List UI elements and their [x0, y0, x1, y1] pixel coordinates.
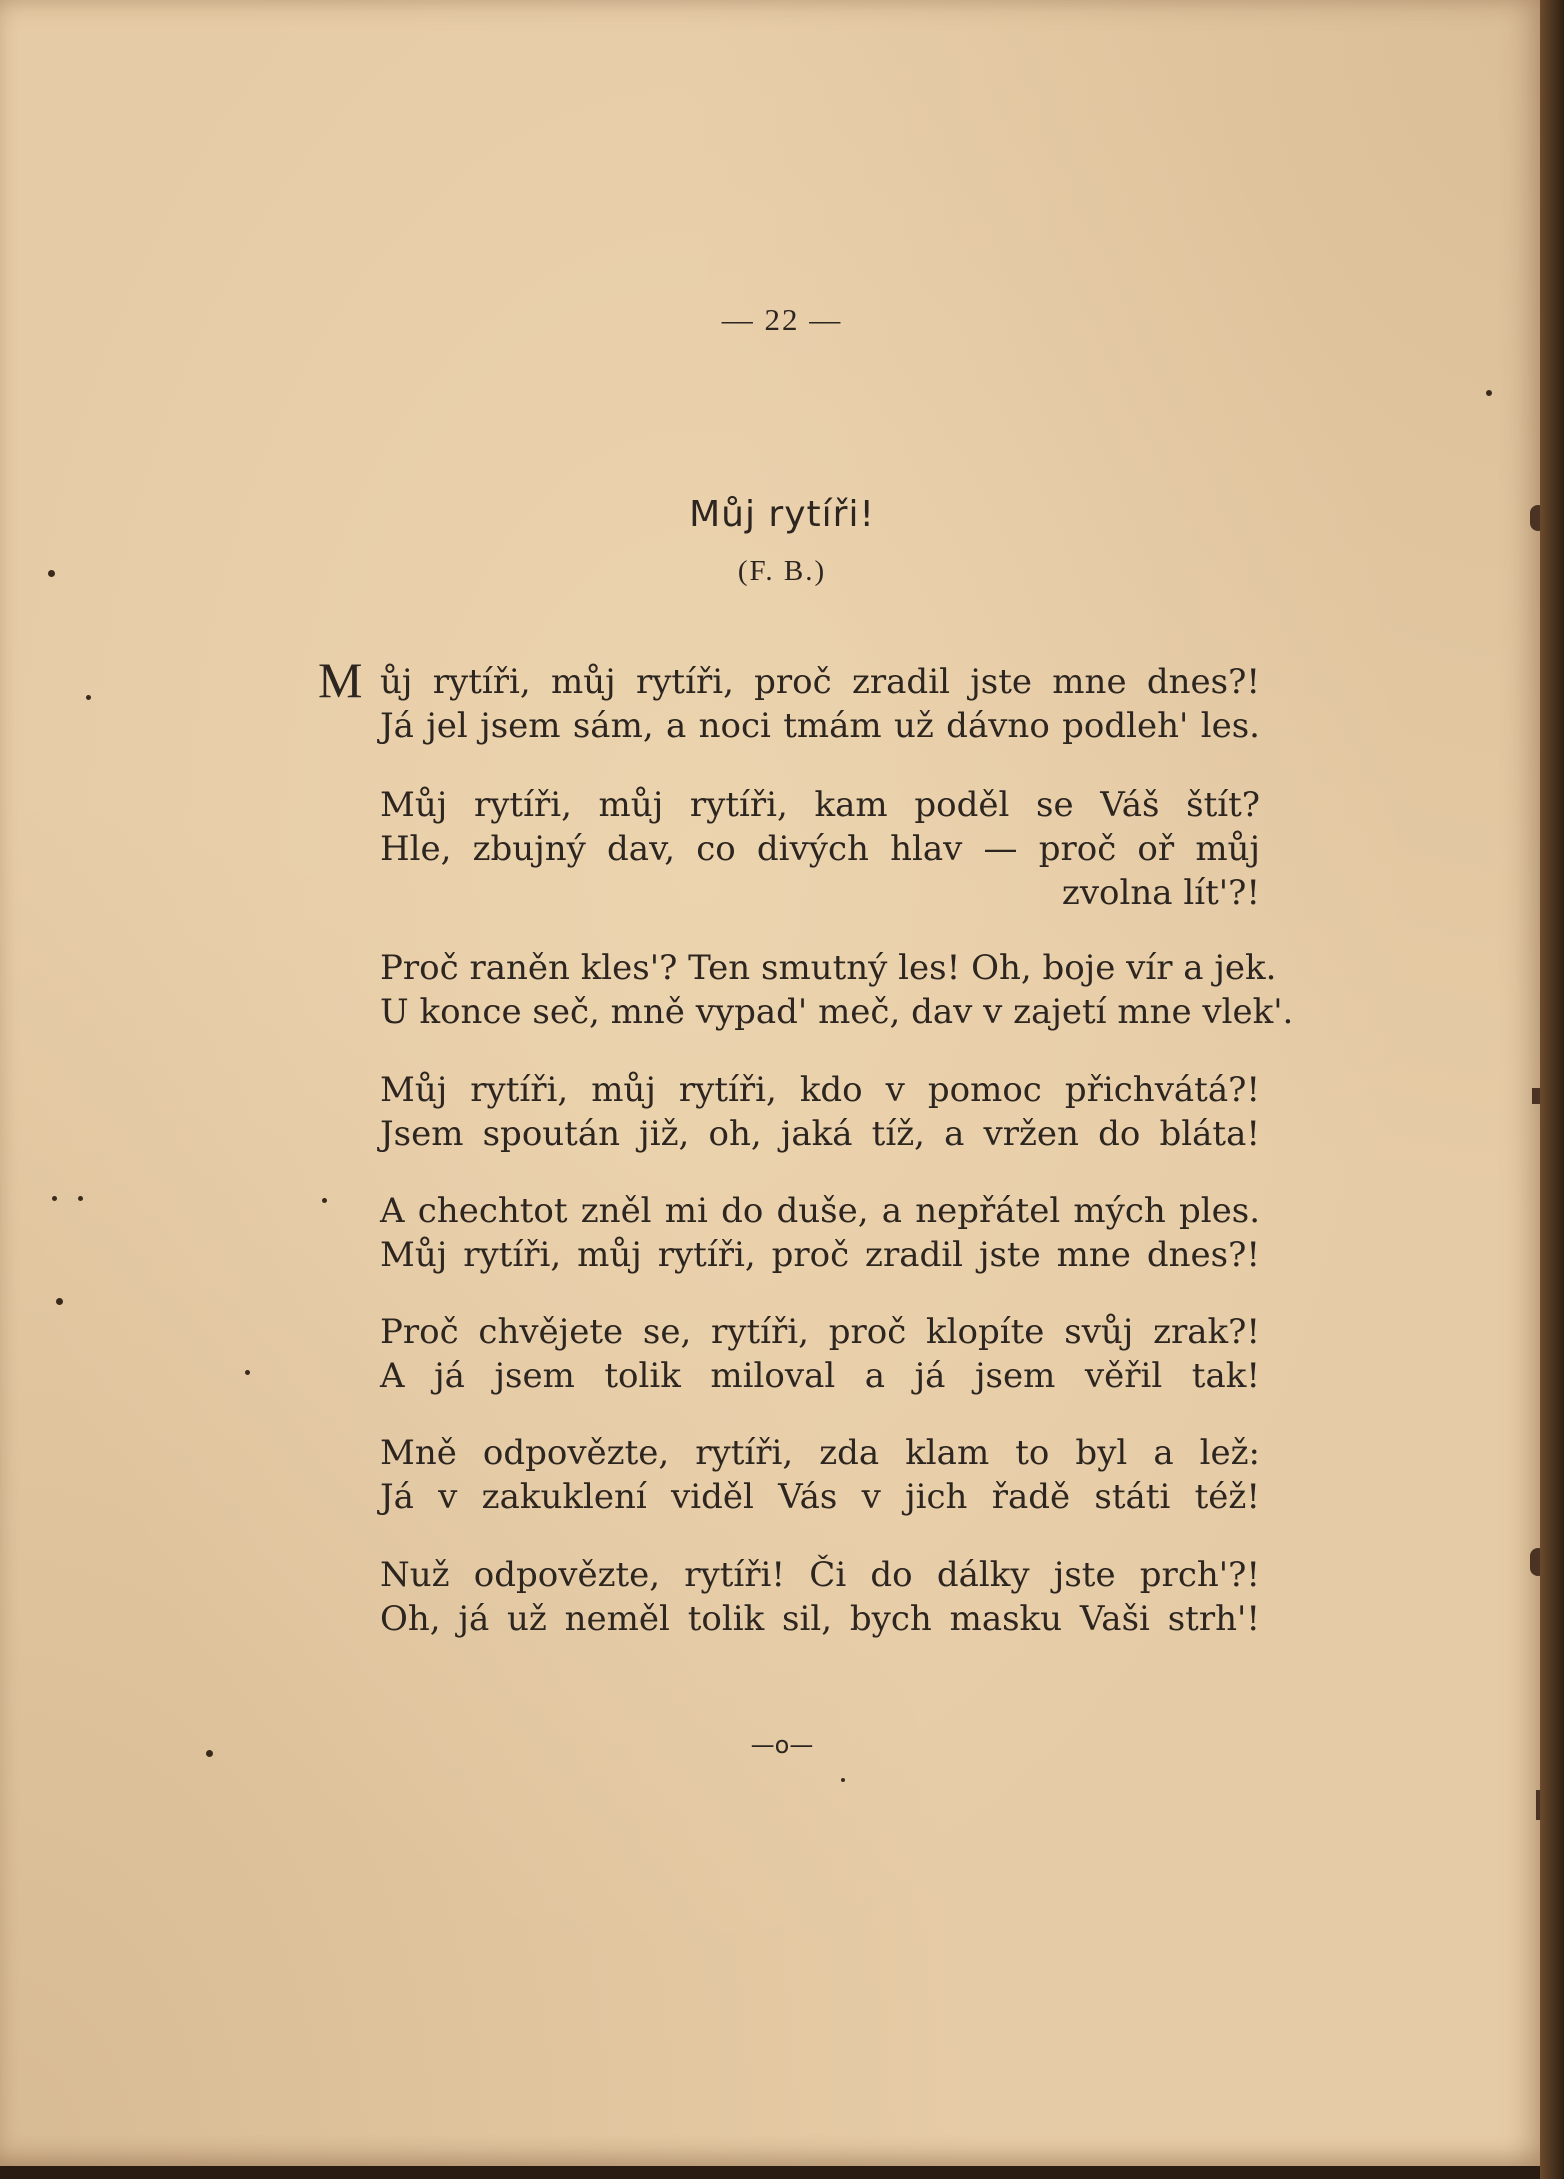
end-ornament: —o—: [750, 1731, 814, 1759]
stanza-8: [380, 1553, 1260, 1641]
poem-line-continuation: zvolna lít'?!: [1061, 873, 1260, 913]
stanza-6: [380, 1310, 1260, 1398]
poem-title: Můj rytíři!: [689, 494, 875, 535]
paper-speck: [1486, 390, 1492, 396]
first-line-text: ůj rytíři, můj rytíři, proč zradil jste mne dnes?!: [380, 662, 1260, 702]
poem-line: A já jsem tolik miloval a já jsem věřil tak!: [380, 1356, 1260, 1396]
stanza-7: [380, 1431, 1260, 1519]
stanza-5: [380, 1189, 1260, 1277]
paper-speck: [48, 570, 55, 577]
paper-speck: [52, 1196, 57, 1201]
poem-line: U konce seč, mně vypad' meč, dav v zajetí mne vlek'.: [380, 992, 1294, 1032]
page-number: — 22 —: [721, 302, 843, 337]
paper-speck: [206, 1750, 213, 1757]
paper-speck: [245, 1370, 250, 1375]
stanza-3: [380, 946, 1294, 1034]
poem-line: Já v zakuklení viděl Vás v jich řadě státi též!: [380, 1477, 1260, 1517]
poem-line: Hle, zbujný dav, co divých hlav — proč oř můj: [380, 829, 1260, 869]
stanza-1: [318, 652, 1260, 748]
poem-line: Nuž odpovězte, rytíři! Či do dálky jste prch'?!: [380, 1555, 1260, 1595]
poem-line: Proč raněn kles'? Ten smutný les! Oh, boje vír a jek.: [380, 948, 1277, 988]
poem-line: A chechtot zněl mi do duše, a nepřátel mých ples.: [380, 1191, 1260, 1231]
stanza-4: [380, 1068, 1260, 1156]
poem-line: Mně odpovězte, rytíři, zda klam to byl a lež:: [380, 1433, 1260, 1473]
poem-line-1: [318, 652, 1260, 708]
poem-line: Můj rytíři, můj rytíři, kdo v pomoc přichvátá?!: [380, 1070, 1260, 1110]
paper-speck: [78, 1196, 83, 1201]
poem-line: Já jel jsem sám, a noci tmám už dávno podleh' les.: [380, 706, 1260, 746]
paper-speck: [86, 695, 91, 700]
poem-author: (F. B.): [737, 555, 827, 587]
paper-speck: [841, 1778, 845, 1782]
poem-line: Proč chvějete se, rytíři, proč klopíte svůj zrak?!: [380, 1312, 1260, 1352]
poem-line: Můj rytíři, můj rytíři, kam poděl se Váš štít?: [380, 785, 1260, 825]
poem-line: Můj rytíři, můj rytíři, proč zradil jste mne dnes?!: [380, 1235, 1260, 1275]
book-spine: [1540, 0, 1564, 2179]
paper-speck: [322, 1198, 327, 1203]
stanza-2: [380, 783, 1260, 915]
poem-line: Oh, já už neměl tolik sil, bych masku Vaši strh'!: [380, 1599, 1260, 1639]
drop-cap: M: [318, 652, 363, 708]
poem-line: Jsem spoután již, oh, jaká tíž, a vržen do bláta!: [380, 1114, 1260, 1154]
paper-speck: [56, 1298, 63, 1305]
